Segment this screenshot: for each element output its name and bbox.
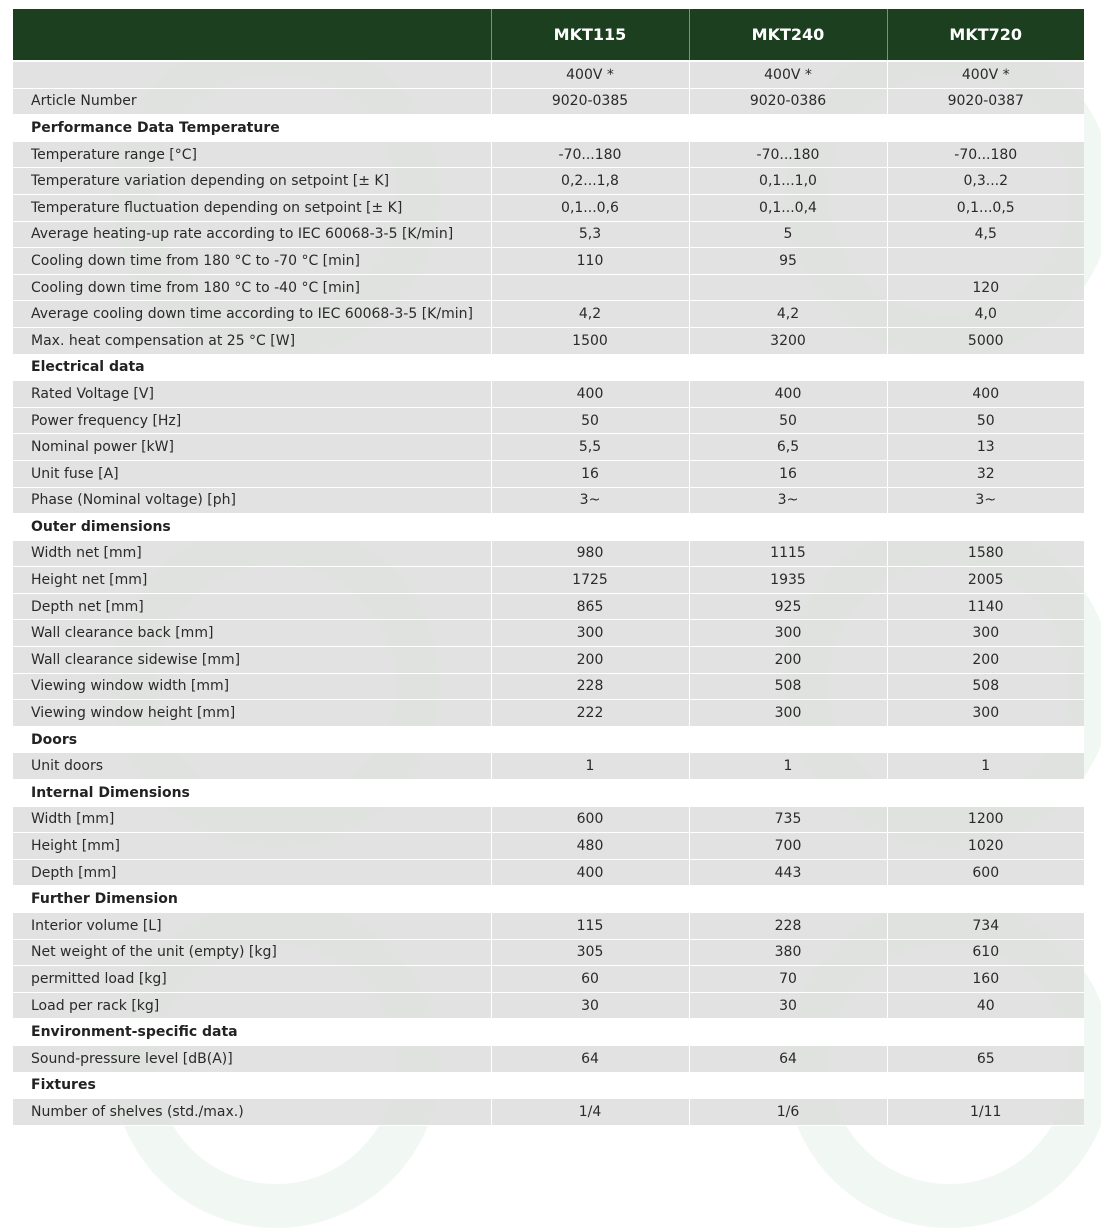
row-value: 3~ [887,487,1084,514]
section-title: Internal Dimensions [13,780,491,807]
row-value: 222 [491,700,689,727]
table-header [13,9,1084,61]
table-row [13,859,1084,886]
row-value: 2005 [887,567,1084,594]
row-value: 9020-0387 [887,88,1084,115]
row-value: 200 [689,647,887,674]
row-value: 600 [887,859,1084,886]
row-value [491,726,689,753]
table-row [13,407,1084,434]
row-value [887,726,1084,753]
row-value: 305 [491,939,689,966]
row-value [689,726,887,753]
row-value: 300 [689,700,887,727]
table-row [13,673,1084,700]
row-value: 13 [887,434,1084,461]
row-value: 1580 [887,540,1084,567]
header-corner-cell [13,9,491,61]
row-value [689,1019,887,1046]
row-value [689,354,887,381]
row-value: 925 [689,593,887,620]
row-value: 700 [689,833,887,860]
row-value: 16 [689,460,887,487]
row-value: 380 [689,939,887,966]
row-value: 0,1...1,0 [689,168,887,195]
row-value: -70...180 [689,141,887,168]
table-row [13,434,1084,461]
row-label [13,61,491,88]
row-value: 600 [491,806,689,833]
row-label: Power frequency [Hz] [13,407,491,434]
row-value: 508 [689,673,887,700]
row-label: Unit doors [13,753,491,780]
section-header-row [13,354,1084,381]
row-value: 0,3...2 [887,168,1084,195]
row-label: Viewing window height [mm] [13,700,491,727]
row-value: 40 [887,992,1084,1019]
row-value [491,780,689,807]
row-value: 5 [689,221,887,248]
row-value: 6,5 [689,434,887,461]
row-value: 60 [491,966,689,993]
row-value: 508 [887,673,1084,700]
row-value: 70 [689,966,887,993]
row-value: 50 [689,407,887,434]
section-title: Outer dimensions [13,514,491,541]
row-value: 0,2...1,8 [491,168,689,195]
table-row [13,248,1084,275]
header-row [13,9,1084,61]
table-row [13,141,1084,168]
table-row [13,913,1084,940]
row-value: 1935 [689,567,887,594]
row-label: Rated Voltage [V] [13,381,491,408]
row-value: 1/11 [887,1099,1084,1126]
row-value: 160 [887,966,1084,993]
row-value: 400V * [887,61,1084,88]
section-title: Environment-specific data [13,1019,491,1046]
model-header-mkt720: MKT720 [887,9,1084,61]
row-value: 0,1...0,5 [887,194,1084,221]
row-value: 1725 [491,567,689,594]
row-value: 5000 [887,327,1084,354]
row-value: 3~ [491,487,689,514]
row-value [491,1019,689,1046]
row-value [689,514,887,541]
row-label: Temperature fluctuation depending on setpoint [± K] [13,194,491,221]
row-value [491,1072,689,1099]
row-value: 9020-0386 [689,88,887,115]
row-value: 734 [887,913,1084,940]
table-row [13,939,1084,966]
table-row [13,487,1084,514]
row-label: Number of shelves (std./max.) [13,1099,491,1126]
table-row [13,194,1084,221]
table-row [13,61,1084,88]
section-header-row [13,1072,1084,1099]
row-value: 300 [689,620,887,647]
row-value: 16 [491,460,689,487]
section-header-row [13,780,1084,807]
row-label: Height net [mm] [13,567,491,594]
row-value: 0,1...0,4 [689,194,887,221]
row-value [887,886,1084,913]
table-row [13,540,1084,567]
table-row [13,1045,1084,1072]
row-value: 1/4 [491,1099,689,1126]
row-value: 400 [887,381,1084,408]
table-row [13,221,1084,248]
table-row [13,327,1084,354]
row-value: 1500 [491,327,689,354]
row-value: 400V * [689,61,887,88]
row-value: 4,2 [491,301,689,328]
table-row [13,620,1084,647]
table-row [13,992,1084,1019]
row-value: 95 [689,248,887,275]
row-value [887,780,1084,807]
row-value: 400 [491,381,689,408]
table-row [13,381,1084,408]
table-row [13,460,1084,487]
row-value: 50 [887,407,1084,434]
row-value [887,1072,1084,1099]
row-value: 64 [689,1045,887,1072]
table-row [13,833,1084,860]
row-label: Cooling down time from 180 °C to -70 °C [min] [13,248,491,275]
row-label: Depth net [mm] [13,593,491,620]
table-row [13,88,1084,115]
row-value: 300 [491,620,689,647]
table-row [13,593,1084,620]
row-label: Max. heat compensation at 25 °C [W] [13,327,491,354]
row-label: Load per rack [kg] [13,992,491,1019]
table-row [13,274,1084,301]
row-value: 50 [491,407,689,434]
row-label: Net weight of the unit (empty) [kg] [13,939,491,966]
row-value [491,354,689,381]
row-value: -70...180 [491,141,689,168]
row-value [491,115,689,142]
row-value: 3200 [689,327,887,354]
row-label: Height [mm] [13,833,491,860]
section-header-row [13,886,1084,913]
section-header-row [13,726,1084,753]
table-row [13,806,1084,833]
row-value: 300 [887,620,1084,647]
row-value: 610 [887,939,1084,966]
row-value: 1/6 [689,1099,887,1126]
row-value: 400 [491,859,689,886]
row-label: Depth [mm] [13,859,491,886]
row-value: 4,0 [887,301,1084,328]
row-label: Phase (Nominal voltage) [ph] [13,487,491,514]
row-value [887,354,1084,381]
row-value: 400 [689,381,887,408]
row-label: Wall clearance back [mm] [13,620,491,647]
row-value: 735 [689,806,887,833]
row-label: Width [mm] [13,806,491,833]
table-body [13,61,1084,1125]
section-header-row [13,514,1084,541]
spec-table [13,9,1084,1126]
model-header-mkt115: MKT115 [491,9,689,61]
row-value: 0,1...0,6 [491,194,689,221]
row-value: 1 [491,753,689,780]
section-header-row [13,115,1084,142]
row-value: -70...180 [887,141,1084,168]
row-label: Temperature variation depending on setpoint [± K] [13,168,491,195]
row-value: 400V * [491,61,689,88]
row-value: 4,5 [887,221,1084,248]
row-value: 228 [689,913,887,940]
row-value: 228 [491,673,689,700]
row-value [887,248,1084,275]
row-value: 9020-0385 [491,88,689,115]
row-label: Width net [mm] [13,540,491,567]
row-value: 4,2 [689,301,887,328]
row-value: 32 [887,460,1084,487]
row-value [689,1072,887,1099]
row-value [491,514,689,541]
row-value [491,886,689,913]
table-row [13,567,1084,594]
row-value [887,1019,1084,1046]
row-label: Wall clearance sidewise [mm] [13,647,491,674]
row-label: Viewing window width [mm] [13,673,491,700]
row-value [887,514,1084,541]
row-value: 5,5 [491,434,689,461]
table-row [13,700,1084,727]
row-value: 1115 [689,540,887,567]
row-value: 480 [491,833,689,860]
row-value: 115 [491,913,689,940]
table-row [13,753,1084,780]
row-value [689,115,887,142]
row-value: 5,3 [491,221,689,248]
section-title: Fixtures [13,1072,491,1099]
row-label: Temperature range [°C] [13,141,491,168]
row-value: 64 [491,1045,689,1072]
table-row [13,966,1084,993]
row-value: 1020 [887,833,1084,860]
row-value: 110 [491,248,689,275]
section-header-row [13,1019,1084,1046]
row-label: Unit fuse [A] [13,460,491,487]
row-value [689,780,887,807]
row-label: Cooling down time from 180 °C to -40 °C [min] [13,274,491,301]
row-value: 980 [491,540,689,567]
row-label: permitted load [kg] [13,966,491,993]
row-value [491,274,689,301]
row-value: 1 [689,753,887,780]
row-value: 300 [887,700,1084,727]
row-label: Interior volume [L] [13,913,491,940]
row-label: Average heating-up rate according to IEC 60068-3-5 [K/min] [13,221,491,248]
row-value [887,115,1084,142]
model-header-mkt240: MKT240 [689,9,887,61]
row-label: Nominal power [kW] [13,434,491,461]
table-row [13,301,1084,328]
row-value [689,274,887,301]
row-value: 3~ [689,487,887,514]
section-title: Performance Data Temperature [13,115,491,142]
row-value: 65 [887,1045,1084,1072]
row-value: 30 [491,992,689,1019]
section-title: Further Dimension [13,886,491,913]
row-label: Average cooling down time according to IEC 60068-3-5 [K/min] [13,301,491,328]
row-value: 1 [887,753,1084,780]
row-value: 443 [689,859,887,886]
table-row [13,168,1084,195]
row-value [689,886,887,913]
row-value: 865 [491,593,689,620]
row-value: 200 [491,647,689,674]
section-title: Electrical data [13,354,491,381]
row-value: 200 [887,647,1084,674]
row-label: Article Number [13,88,491,115]
row-value: 1200 [887,806,1084,833]
row-value: 30 [689,992,887,1019]
section-title: Doors [13,726,491,753]
row-value: 120 [887,274,1084,301]
row-value: 1140 [887,593,1084,620]
row-label: Sound-pressure level [dB(A)] [13,1045,491,1072]
table-row [13,647,1084,674]
